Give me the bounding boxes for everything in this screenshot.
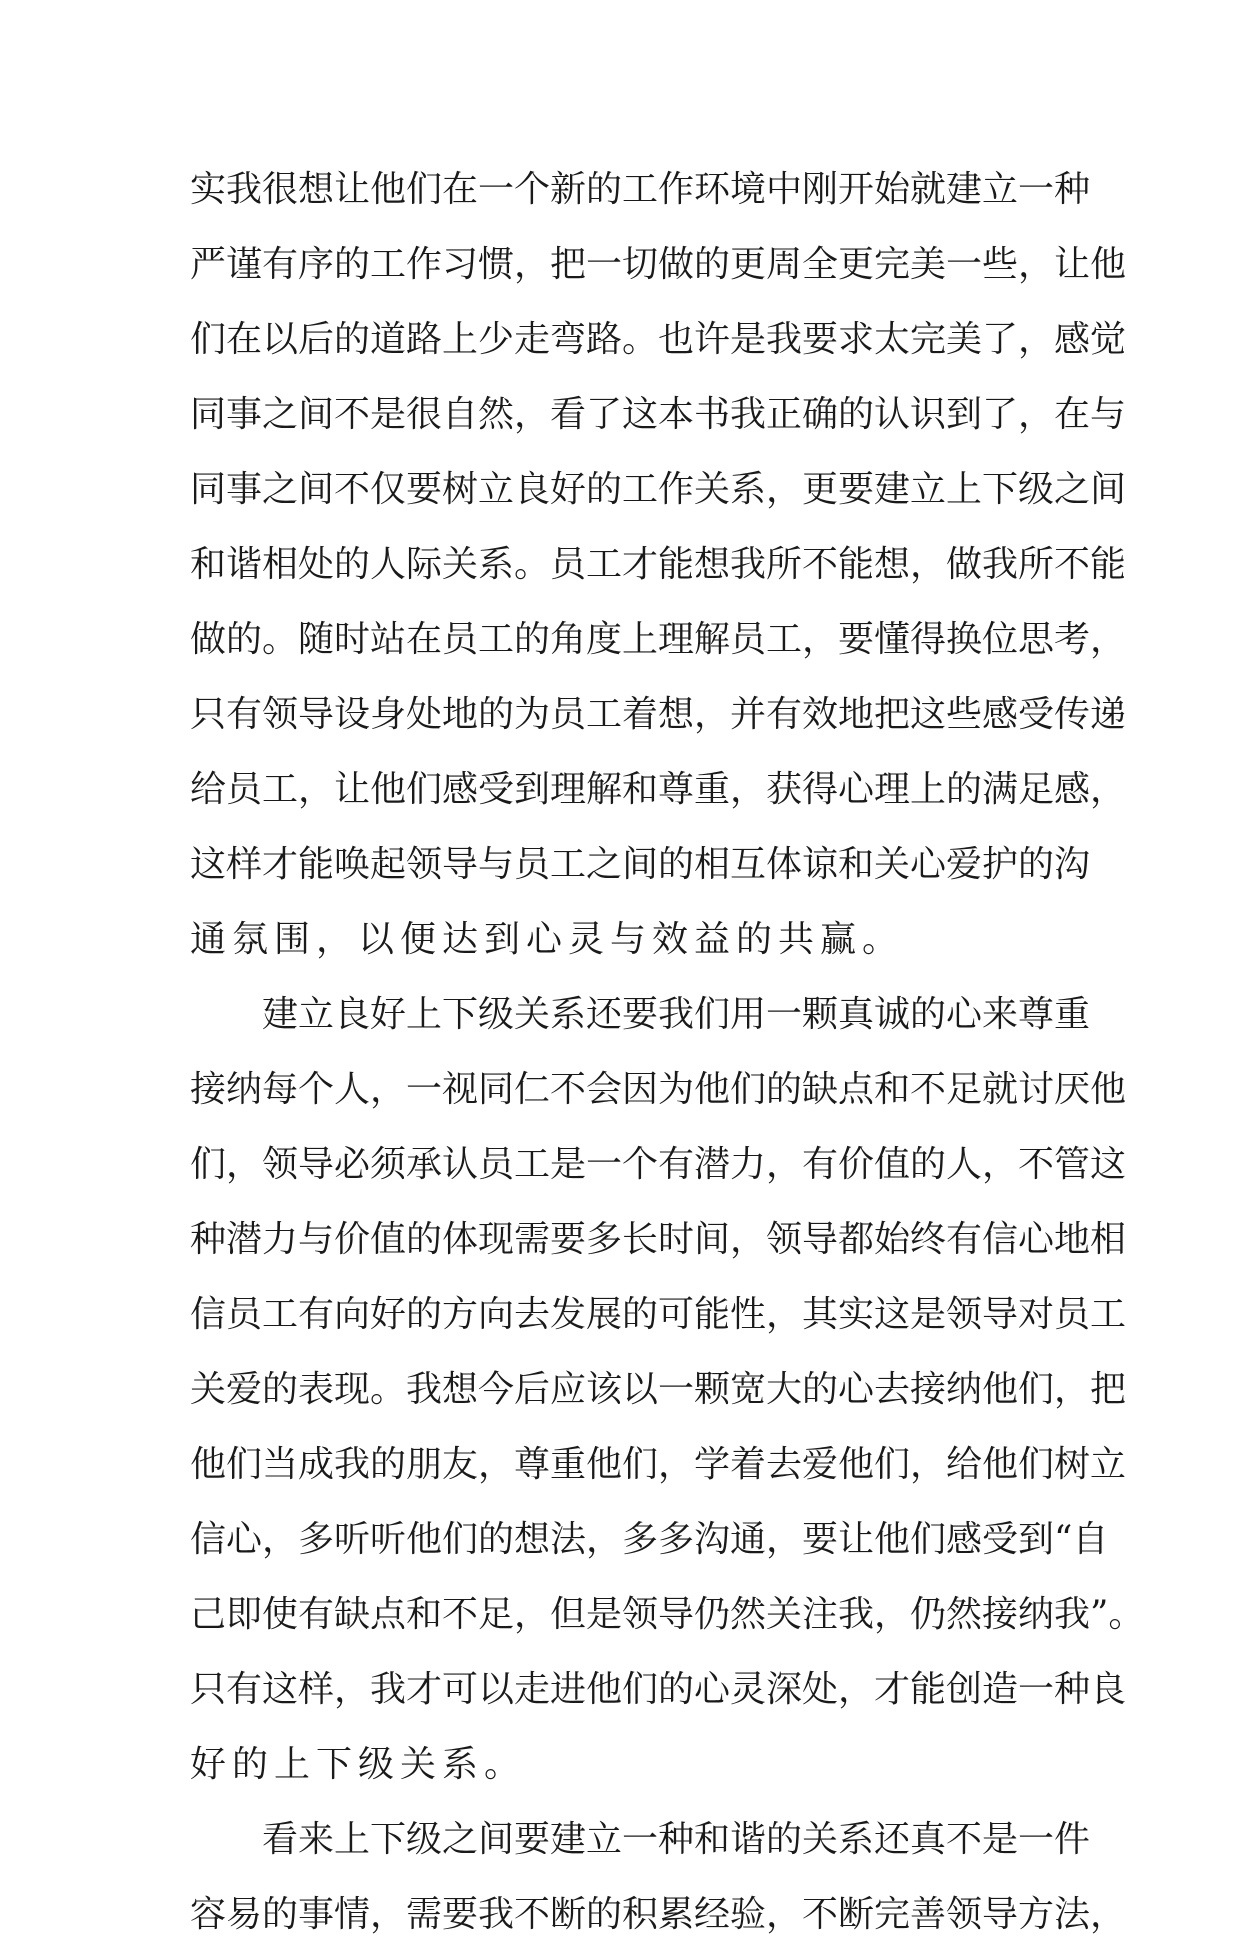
text-line: 看来上下级之间要建立一种和谐的关系还真不是一件: [262, 1819, 1091, 1860]
text-line: 和谐相处的人际关系。员工才能想我所不能想，做我所不能: [190, 544, 1127, 585]
text-line: 好的上下级关系。: [190, 1744, 527, 1785]
text-line: 做的。随时站在员工的角度上理解员工，要懂得换位思考，: [190, 619, 1127, 660]
text-line: 他们当成我的朋友，尊重他们，学着去爱他们，给他们树立: [190, 1444, 1127, 1485]
text-line: 关爱的表现。我想今后应该以一颗宽大的心去接纳他们，把: [190, 1369, 1127, 1410]
paragraph-1: [190, 160, 1127, 985]
text-line: 们在以后的道路上少走弯路。也许是我要求太完美了，感觉: [190, 319, 1127, 360]
text-line: 信员工有向好的方向去发展的可能性，其实这是领导对员工: [190, 1294, 1127, 1335]
text-line: 实我很想让他们在一个新的工作环境中刚开始就建立一种: [190, 169, 1091, 210]
text-line: 同事之间不仅要树立良好的工作关系，更要建立上下级之间: [190, 469, 1127, 510]
paragraph-2: [190, 985, 1145, 1810]
text-line: 们，领导必须承认员工是一个有潜力，有价值的人，不管这: [190, 1144, 1127, 1185]
text-line: 容易的事情，需要我不断的积累经验，不断完善领导方法，: [190, 1894, 1127, 1935]
text-line: 同事之间不是很自然，看了这本书我正确的认识到了，在与: [190, 394, 1127, 435]
body-text: [190, 160, 1145, 1960]
text-line: 严谨有序的工作习惯，把一切做的更周全更完美一些，让他: [190, 244, 1127, 285]
text-line: 己即使有缺点和不足，但是领导仍然关注我，仍然接纳我”。: [190, 1594, 1145, 1635]
paragraph-3: [190, 1810, 1127, 1960]
text-line: 只有领导设身处地的为员工着想，并有效地把这些感受传递: [190, 694, 1127, 735]
text-line: 种潜力与价值的体现需要多长时间，领导都始终有信心地相: [190, 1219, 1127, 1260]
text-line: 只有这样，我才可以走进他们的心灵深处，才能创造一种良: [190, 1669, 1127, 1710]
text-line: 给员工，让他们感受到理解和尊重，获得心理上的满足感，: [190, 769, 1127, 810]
text-line: 接纳每个人，一视同仁不会因为他们的缺点和不足就讨厌他: [190, 1069, 1127, 1110]
text-line: 信心，多听听他们的想法，多多沟通，要让他们感受到“自: [190, 1519, 1109, 1560]
text-line: 这样才能唤起领导与员工之间的相互体谅和关心爱护的沟: [190, 844, 1091, 885]
text-line: 建立良好上下级关系还要我们用一颗真诚的心来尊重: [262, 994, 1091, 1035]
text-line: 通氛围，以便达到心灵与效益的共赢。: [190, 919, 905, 960]
